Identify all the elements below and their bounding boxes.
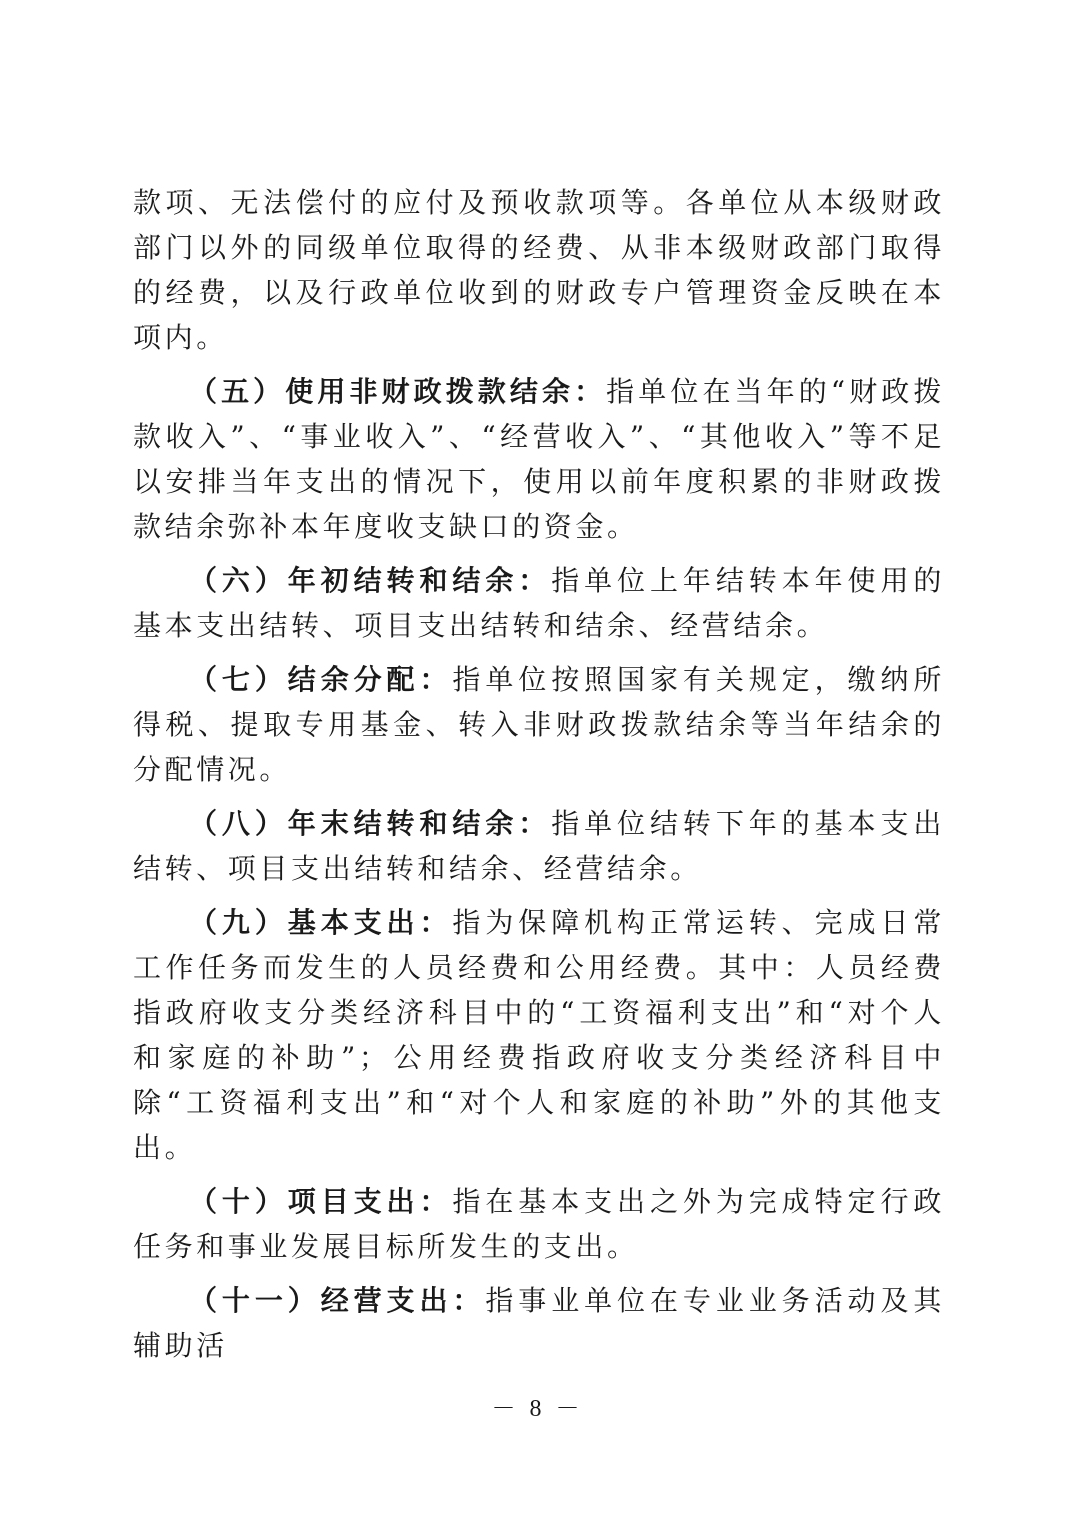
term-heading: （五）使用非财政拨款结余： xyxy=(189,375,607,408)
term-heading: （六）年初结转和结余： xyxy=(189,564,552,597)
paragraph-item-5 xyxy=(133,369,945,549)
term-heading: （十）项目支出： xyxy=(189,1185,453,1218)
paragraph-text: 指单位上年结转本年使用的基本支出结转、项目支出结转和结余、经营结余。 xyxy=(133,564,945,642)
term-heading: （十一）经营支出： xyxy=(189,1284,486,1317)
paragraph-text: 指在基本支出之外为完成特定行政任务和事业发展目标所发生的支出。 xyxy=(133,1185,945,1263)
paragraph-item-8 xyxy=(133,801,945,891)
page-number: － 8 － xyxy=(491,1396,584,1422)
term-heading: （九）基本支出： xyxy=(189,906,453,939)
paragraph-item-11 xyxy=(133,1278,945,1368)
paragraph-text: 指单位在当年的“财政拨款收入”、“事业收入”、“经营收入”、“其他收入”等不足以安排当年支出的情况下，使用以前年度积累的非财政拨款结余弥补本年度收支缺口的资金。 xyxy=(133,375,945,543)
term-heading: （八）年末结转和结余： xyxy=(189,807,552,840)
paragraph-text: 款项、无法偿付的应付及预收款项等。各单位从本级财政部门以外的同级单位取得的经费、从非本级财政部门取得的经费，以及行政单位收到的财政专户管理资金反映在本项内。 xyxy=(133,186,945,354)
paragraph-item-7 xyxy=(133,657,945,792)
paragraph-text: 指单位结转下年的基本支出结转、项目支出结转和结余、经营结余。 xyxy=(133,807,945,885)
paragraph-item-9 xyxy=(133,900,945,1170)
paragraph-continued xyxy=(133,180,945,360)
paragraph-text: 指为保障机构正常运转、完成日常工作任务而发生的人员经费和公用经费。其中：人员经费指政府收支分类经济科目中的“工资福利支出”和“对个人和家庭的补助”；公用经费指政府收支分类经济科目中除“工资福利支出”和“对个人和家庭的补助”外的其他支出。 xyxy=(133,906,945,1164)
paragraph-item-6 xyxy=(133,558,945,648)
paragraph-text: 指单位按照国家有关规定，缴纳所得税、提取专用基金、转入非财政拨款结余等当年结余的分配情况。 xyxy=(133,663,945,786)
paragraph-text: 指事业单位在专业业务活动及其辅助活 xyxy=(133,1284,945,1362)
body-text xyxy=(133,180,945,1377)
paragraph-item-10 xyxy=(133,1179,945,1269)
term-heading: （七）结余分配： xyxy=(189,663,453,696)
